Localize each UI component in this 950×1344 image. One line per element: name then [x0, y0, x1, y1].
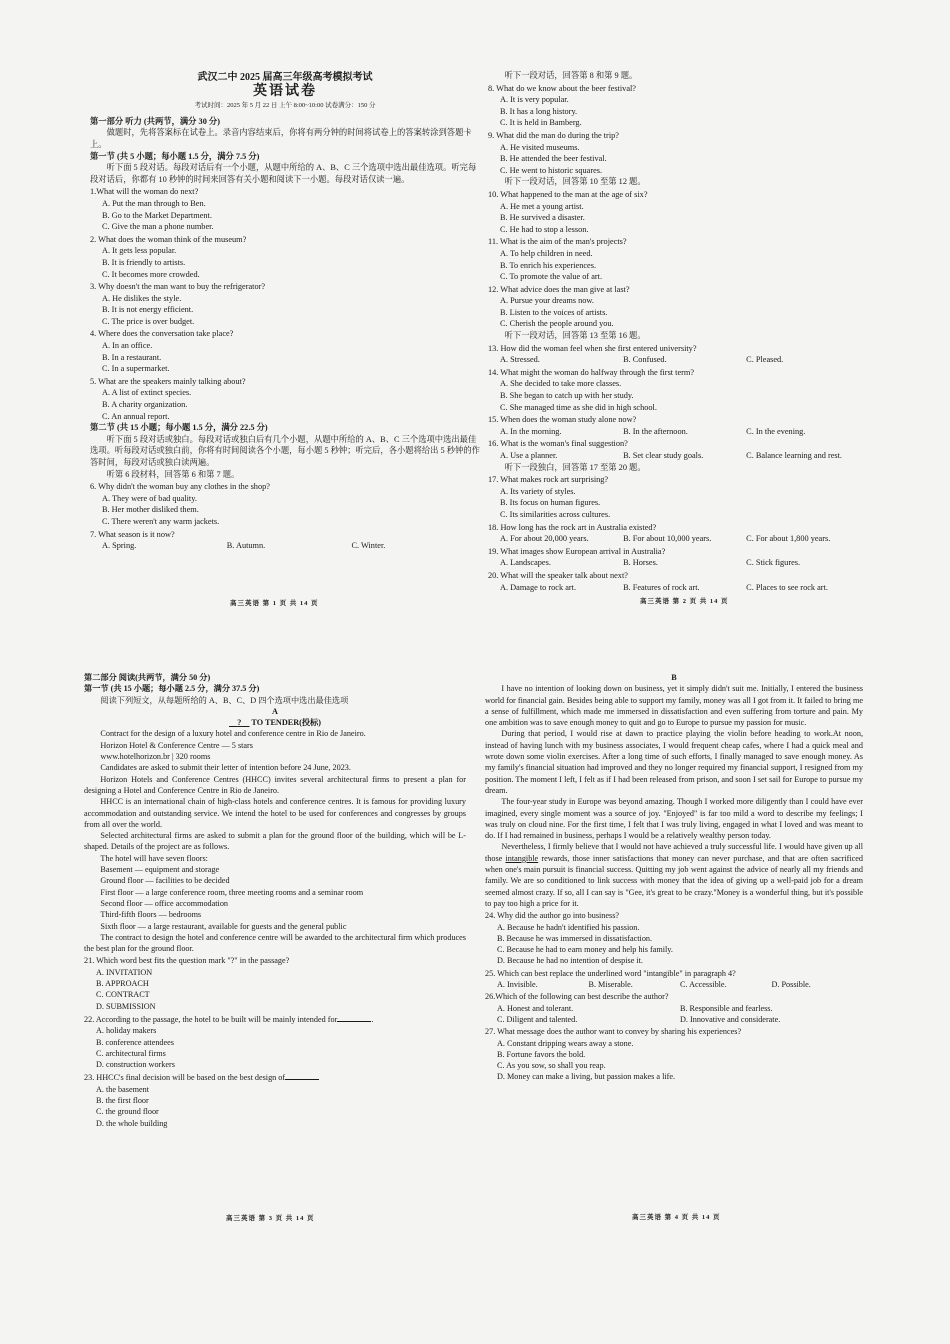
question-14: 14. What might the woman do halfway through the first term? — [488, 367, 695, 377]
option: C. He went to historic squares. — [500, 165, 603, 175]
option: B. It has a long history. — [500, 106, 578, 116]
option: B. It is not energy efficient. — [102, 305, 194, 315]
title-blank: ? — [237, 718, 242, 728]
question-2: 2. What does the woman think of the museum? — [90, 234, 247, 244]
option: D. Money can make a living, but passion makes a life. — [497, 1072, 676, 1082]
option: C. She managed time as she did in high school. — [500, 402, 657, 412]
underlined-word: intangible — [505, 853, 539, 863]
option: A. Because he hadn't identified his passion. — [497, 922, 640, 932]
floor-item: Second floor — office accommodation — [100, 898, 229, 908]
options-row — [485, 979, 863, 990]
option: C. Cherish the people around you. — [500, 319, 614, 329]
question-13: 13. How did the woman feel when she first entered university? — [488, 343, 697, 353]
question-1: 1.What will the woman do next? — [90, 187, 199, 197]
question-9: 9. What did the man do during the trip? — [488, 130, 619, 140]
option: D. Because he had no intention of despise it. — [497, 956, 643, 966]
question-3: 3. Why doesn't the man want to buy the refrigerator? — [90, 282, 266, 292]
option: A. INVITATION — [96, 967, 153, 977]
options-row — [485, 1003, 863, 1014]
passage-title — [84, 717, 466, 728]
dialog-note: 听下一段对话，回答第 13 至第 16 题。 — [504, 331, 646, 341]
option: A. Put the man through to Ben. — [102, 198, 206, 208]
passage-paragraph: The contract to design the hotel and conference centre will be awarded to the architectural firm which produces the best plan for the ground floor. — [84, 932, 466, 954]
option: A. the basement — [96, 1084, 149, 1094]
option: C. In a supermarket. — [102, 364, 170, 374]
passage-paragraph: Selected architectural firms are asked to submit a plan for the ground floor of the building, which will be L-shaped. Details of the project are as follows. — [84, 831, 466, 852]
section1-heading: 第一节 (共 5 小题；每小题 1.5 分，满分 7.5 分) — [90, 151, 260, 161]
part1-note: 做题时，先将答案标在试卷上。录音内容结束后，你将有两分钟的时间将试卷上的答案转涂到答题卡上。 — [90, 128, 472, 149]
option: B. He survived a disaster. — [500, 213, 585, 223]
tender-line: Horizon Hotel & Conference Centre — 5 stars — [100, 740, 253, 750]
question-18: 18. How long has the rock art in Australia existed? — [488, 522, 657, 532]
page-1 — [90, 72, 480, 552]
part2-heading: 第二部分 阅读(共两节，满分 50 分) — [84, 673, 211, 682]
option: A. Damage to rock art. — [500, 582, 577, 592]
option: B. Horses. — [623, 558, 658, 568]
option: A. It is very popular. — [500, 95, 569, 105]
part1-heading: 第一部分 听力 (共两节，满分 30 分) — [90, 116, 220, 126]
option: A. In an office. — [102, 341, 153, 351]
option: B. the first floor — [96, 1095, 149, 1105]
passage-paragraph: Nevertheless, I firmly believe that I would not have achieved a truly successful life. I would have given up all those intangible rewards, those inner satisfactions that money can never purchase, and that are often sacrificed when one's main pursuit is financial success. Quitting my job went against the advice of nearly all my friends and family. We are so conditioned to link success with money that the idea of giving up a well-paid job for a dream seemed almost crazy. If so, all I can say is "Gee, it's great to be crazy."Money is a wonderful thing, but it's possible to pay too high a price for it. — [485, 842, 863, 908]
option: D. Possible. — [771, 980, 811, 990]
option: B. Miserable. — [588, 980, 633, 990]
passage-paragraph: The four-year study in Europe was beyond amazing. Though I worked more diligently than I could have ever imagined, every single moment was a source of joy. "Enjoyed" is far too mild a word to describe my feelings; I was truly on cloud nine. For the first time, I felt that I was truly living, engaged in what I loved and was meant to do. If I had remained in business, perhaps I would be a relatively wealthy person today. — [485, 797, 863, 841]
option: D. the whole building — [96, 1118, 168, 1128]
exam-info: 考试时间：2025 年 5 月 22 日 上午 8:00~10:00 试卷满分：150 分 — [194, 102, 376, 110]
option: A. Stressed. — [500, 355, 540, 365]
answer-blank — [285, 1071, 319, 1080]
section1-heading: 第一节 (共 15 小题；每小题 2.5 分，满分 37.5 分) — [84, 684, 260, 694]
option: A. To help children in need. — [500, 248, 593, 258]
option: B. For about 10,000 years. — [623, 534, 712, 544]
tender-line: Candidates are asked to submit their letter of intention before 24 June, 2023. — [100, 763, 351, 773]
option: A. Its variety of styles. — [500, 486, 576, 496]
tender-line: Contract for the design of a luxury hotel and conference centre in Rio de Janeiro. — [100, 729, 366, 739]
dialog-note: 听下一段独白，回答第 17 至第 20 题。 — [504, 462, 646, 472]
option: A. Constant dripping wears away a stone. — [497, 1038, 634, 1048]
option: B. In a restaurant. — [102, 352, 162, 362]
option: A. Invisible. — [497, 980, 538, 990]
section2-heading: 第二节 (共 15 小题；每小题 1.5 分，满分 22.5 分) — [90, 423, 268, 433]
question-22: 22. According to the passage, the hotel to be built will be mainly intended for . — [84, 1014, 374, 1024]
tender-line: www.hotelhorizon.br | 320 rooms — [100, 752, 211, 762]
question-27: 27. What message does the author want to convey by sharing his experiences? — [485, 1027, 742, 1037]
dialog-note: 听第 6 段材料，回答第 6 和第 7 题。 — [106, 469, 240, 479]
option: B. conference attendees — [96, 1037, 174, 1047]
option: B. Set clear study goals. — [623, 451, 704, 460]
option: A. A list of extinct species. — [102, 388, 192, 398]
option: B. He attended the beer festival. — [500, 154, 607, 164]
option: A. He dislikes the style. — [102, 293, 182, 303]
answer-blank — [337, 1013, 371, 1022]
option: C. Places to see rock art. — [746, 582, 828, 592]
option: C. Diligent and talented. — [497, 1014, 578, 1024]
option: B. Because he was immersed in dissatisfaction. — [497, 933, 653, 943]
option: C. It becomes more crowded. — [102, 269, 200, 279]
option: C. Winter. — [351, 541, 386, 551]
page-3 — [84, 672, 466, 1129]
option: A. Honest and tolerant. — [497, 1003, 574, 1013]
question-23: 23. HHCC's final decision will be based on the best design of — [84, 1071, 466, 1083]
option: C. There weren't any warm jackets. — [102, 516, 220, 526]
question-19: 19. What images show European arrival in Australia? — [488, 546, 666, 556]
options-row — [488, 450, 873, 462]
question-7: 7. What season is it now? — [90, 529, 175, 539]
option: A. It gets less popular. — [102, 246, 177, 256]
page-footer: 高三英语 第 2 页 共 14 页 — [640, 598, 729, 605]
option: A. They were of bad quality. — [102, 493, 197, 503]
option: C. In the evening. — [746, 426, 806, 436]
option: A. holiday makers — [96, 1026, 157, 1036]
floor-item: Sixth floor — a large restaurant, available for guests and the general public — [100, 921, 347, 931]
option: C. It is held in Bamberg. — [500, 118, 582, 128]
page-footer: 高三英语 第 4 页 共 14 页 — [632, 1214, 721, 1221]
option: C. the ground floor — [96, 1107, 159, 1117]
option: A. Pursue your dreams now. — [500, 296, 594, 306]
passage-paragraph: The hotel will have seven floors: — [100, 853, 208, 863]
option: A. In the morning. — [500, 426, 562, 436]
option: B. Autumn. — [226, 541, 266, 551]
option: D. construction workers — [96, 1060, 175, 1070]
option: C. Accessible. — [680, 980, 727, 990]
passage-paragraph: Horizon Hotels and Conference Centres (HHCC) invites several architectural firms to present a plan for designing a Hotel and Conference Centre in Rio de Janeiro. — [84, 774, 466, 795]
option: C. He had to stop a lesson. — [500, 224, 589, 234]
question-15: 15. When does the woman study alone now? — [488, 415, 637, 425]
option: C. Give the man a phone number. — [102, 222, 214, 232]
passage-paragraph: During that period, I would rise at dawn to practice playing the violin before heading to work.At noon, instead of having lunch with my business associates, I would frequent cheap cafes, where I had a quick meal and wrote down some violin exercises. After a long time of such efforts, I finally managed to save enough money. As my family's financial situation had improved and they no longer required my financial support, I resigned from my position. The moment I left, I felt as if I had been released from prison, and soon I set sail for Europe to pursue my dream. — [485, 729, 863, 795]
option: B. To enrich his experiences. — [500, 260, 597, 270]
passage-label: A — [272, 706, 278, 716]
option: B. A charity organization. — [102, 400, 188, 410]
options-row — [488, 426, 873, 438]
passage-label: B — [671, 673, 677, 682]
question-21: 21. Which word best fits the question mark "?" in the passage? — [84, 956, 290, 966]
floor-item: Basement — equipment and storage — [100, 865, 220, 875]
option: A. For about 20,000 years. — [500, 534, 589, 544]
options-row — [488, 582, 873, 594]
option: C. For about 1,800 years. — [746, 534, 831, 544]
option: A. He visited museums. — [500, 142, 580, 152]
option: C. An annual report. — [102, 411, 170, 421]
passage-paragraph: HHCC is an international chain of high-class hotels and conference centres. It is famous for providing luxury accommodation and outstanding service. We intend the hotel to be used for conferences and congresses by groups from all over the world. — [84, 797, 466, 829]
option: B. It is friendly to artists. — [102, 257, 186, 267]
option: C. CONTRACT — [96, 990, 150, 1000]
section2-directions: 听下面 5 段对话或独白。每段对话或独白后有几个小题，从题中所给的 A、B、C 三个选项中选出最佳选项。听每段对话或独白前，你将有时间阅读各个小题，每小题 5 秒钟；听完后，各小题将给出 5 秒钟的作答时间，每段对话或独白读两遍。 — [90, 434, 480, 467]
question-5: 5. What are the speakers mainly talking about? — [90, 376, 246, 386]
question-11: 11. What is the aim of the man's projects? — [488, 237, 627, 247]
question-12: 12. What advice does the man give at last? — [488, 284, 630, 294]
question-20: 20. What will the speaker talk about next? — [488, 570, 628, 580]
option: B. She began to catch up with her study. — [500, 391, 634, 401]
question-24: 24. Why did the author go into business? — [485, 911, 620, 921]
option: C. Because he had to earn money and help his family. — [497, 945, 673, 955]
page-footer: 高三英语 第 3 页 共 14 页 — [226, 1215, 315, 1222]
options-row — [488, 533, 873, 545]
option: A. He met a young artist. — [500, 201, 584, 211]
options-row — [488, 354, 873, 366]
option: C. The price is over budget. — [102, 316, 195, 326]
option: D. Innovative and considerate. — [680, 1014, 781, 1024]
page-footer: 高三英语 第 1 页 共 14 页 — [230, 600, 319, 607]
school-title: 武汉二中 2025 届高三年级高考模拟考试 — [197, 72, 373, 83]
question-4: 4. Where does the conversation take place? — [90, 329, 234, 339]
dialog-note: 听下一段对话，回答第 8 和第 9 题。 — [504, 71, 638, 80]
option: C. Balance learning and rest. — [746, 451, 842, 460]
floor-item: Third-fifth floors — bedrooms — [100, 910, 202, 920]
question-25: 25. Which can best replace the underlined word "intangible" in paragraph 4? — [485, 968, 736, 978]
reading-directions: 阅读下列短文，从每题所给的 A、B、C、D 四个选项中选出最佳选项 — [100, 695, 349, 705]
option: B. Listen to the voices of artists. — [500, 307, 608, 317]
option: C. Pleased. — [746, 355, 784, 365]
question-16: 16. What is the woman's final suggestion? — [488, 439, 628, 449]
subject-title: 英语试卷 — [253, 83, 317, 99]
section1-directions: 听下面 5 段对话。每段对话后有一个小题，从题中所给的 A、B、C 三个选项中选出最佳选项。听完每段对话后，你都有 10 秒钟的时间来回答有关小题和阅读下一小题。每段对话仅读一遍。 — [90, 163, 477, 184]
option: D. SUBMISSION — [96, 1001, 156, 1011]
option: B. Features of rock art. — [623, 582, 700, 592]
option: C. To promote the value of art. — [500, 272, 603, 282]
floor-item: First floor — a large conference room, three meeting rooms and a seminar room — [100, 887, 364, 897]
passage-paragraph: I have no intention of looking down on business, yet it simply didn't suit me. Initially, I entered the business world for financial gain. Besides being able to support my family, money was all I got from it. It failed to bring me a sense of fulfillment, which made me immersed in dissatisfaction and even suffering from torture and pain. My one ambition was to save enough money to quit and go to Europe to pursue my passion for music. — [485, 684, 863, 728]
option: C. architectural firms — [96, 1048, 166, 1058]
question-26: 26.Which of the following can best describe the author? — [485, 992, 669, 1002]
question-10: 10. What happened to the man at the age of six? — [488, 189, 648, 199]
option: A. She decided to take more classes. — [500, 379, 622, 389]
question-17: 17. What makes rock art surprising? — [488, 475, 609, 485]
title-text: TO TENDER(投标) — [251, 718, 321, 728]
option: B. APPROACH — [96, 979, 149, 989]
question-8: 8. What do we know about the beer festival? — [488, 83, 636, 93]
options-row — [485, 1014, 863, 1025]
option: A. Use a planner. — [500, 451, 558, 460]
options-row — [90, 540, 480, 552]
option: B. Her mother disliked them. — [102, 505, 199, 515]
option: C. Stick figures. — [746, 558, 801, 568]
option: C. As you sow, so shall you reap. — [497, 1061, 606, 1071]
options-row — [488, 557, 873, 569]
option: A. Spring. — [102, 541, 137, 551]
option: B. Its focus on human figures. — [500, 498, 601, 508]
dialog-note: 听下一段对话，回答第 10 至第 12 题。 — [504, 177, 646, 187]
option: B. Responsible and fearless. — [680, 1003, 773, 1013]
page-2 — [488, 70, 873, 593]
option: B. Fortune favors the bold. — [497, 1049, 586, 1059]
option: B. In the afternoon. — [623, 426, 688, 436]
floor-item: Ground floor — facilities to be decided — [100, 876, 230, 886]
option: B. Go to the Market Department. — [102, 210, 212, 220]
option: C. Its similarities across cultures. — [500, 509, 611, 519]
page-4 — [485, 672, 863, 1083]
option: A. Landscapes. — [500, 558, 551, 568]
option: B. Confused. — [623, 355, 667, 365]
question-6: 6. Why didn't the woman buy any clothes in the shop? — [90, 482, 270, 492]
